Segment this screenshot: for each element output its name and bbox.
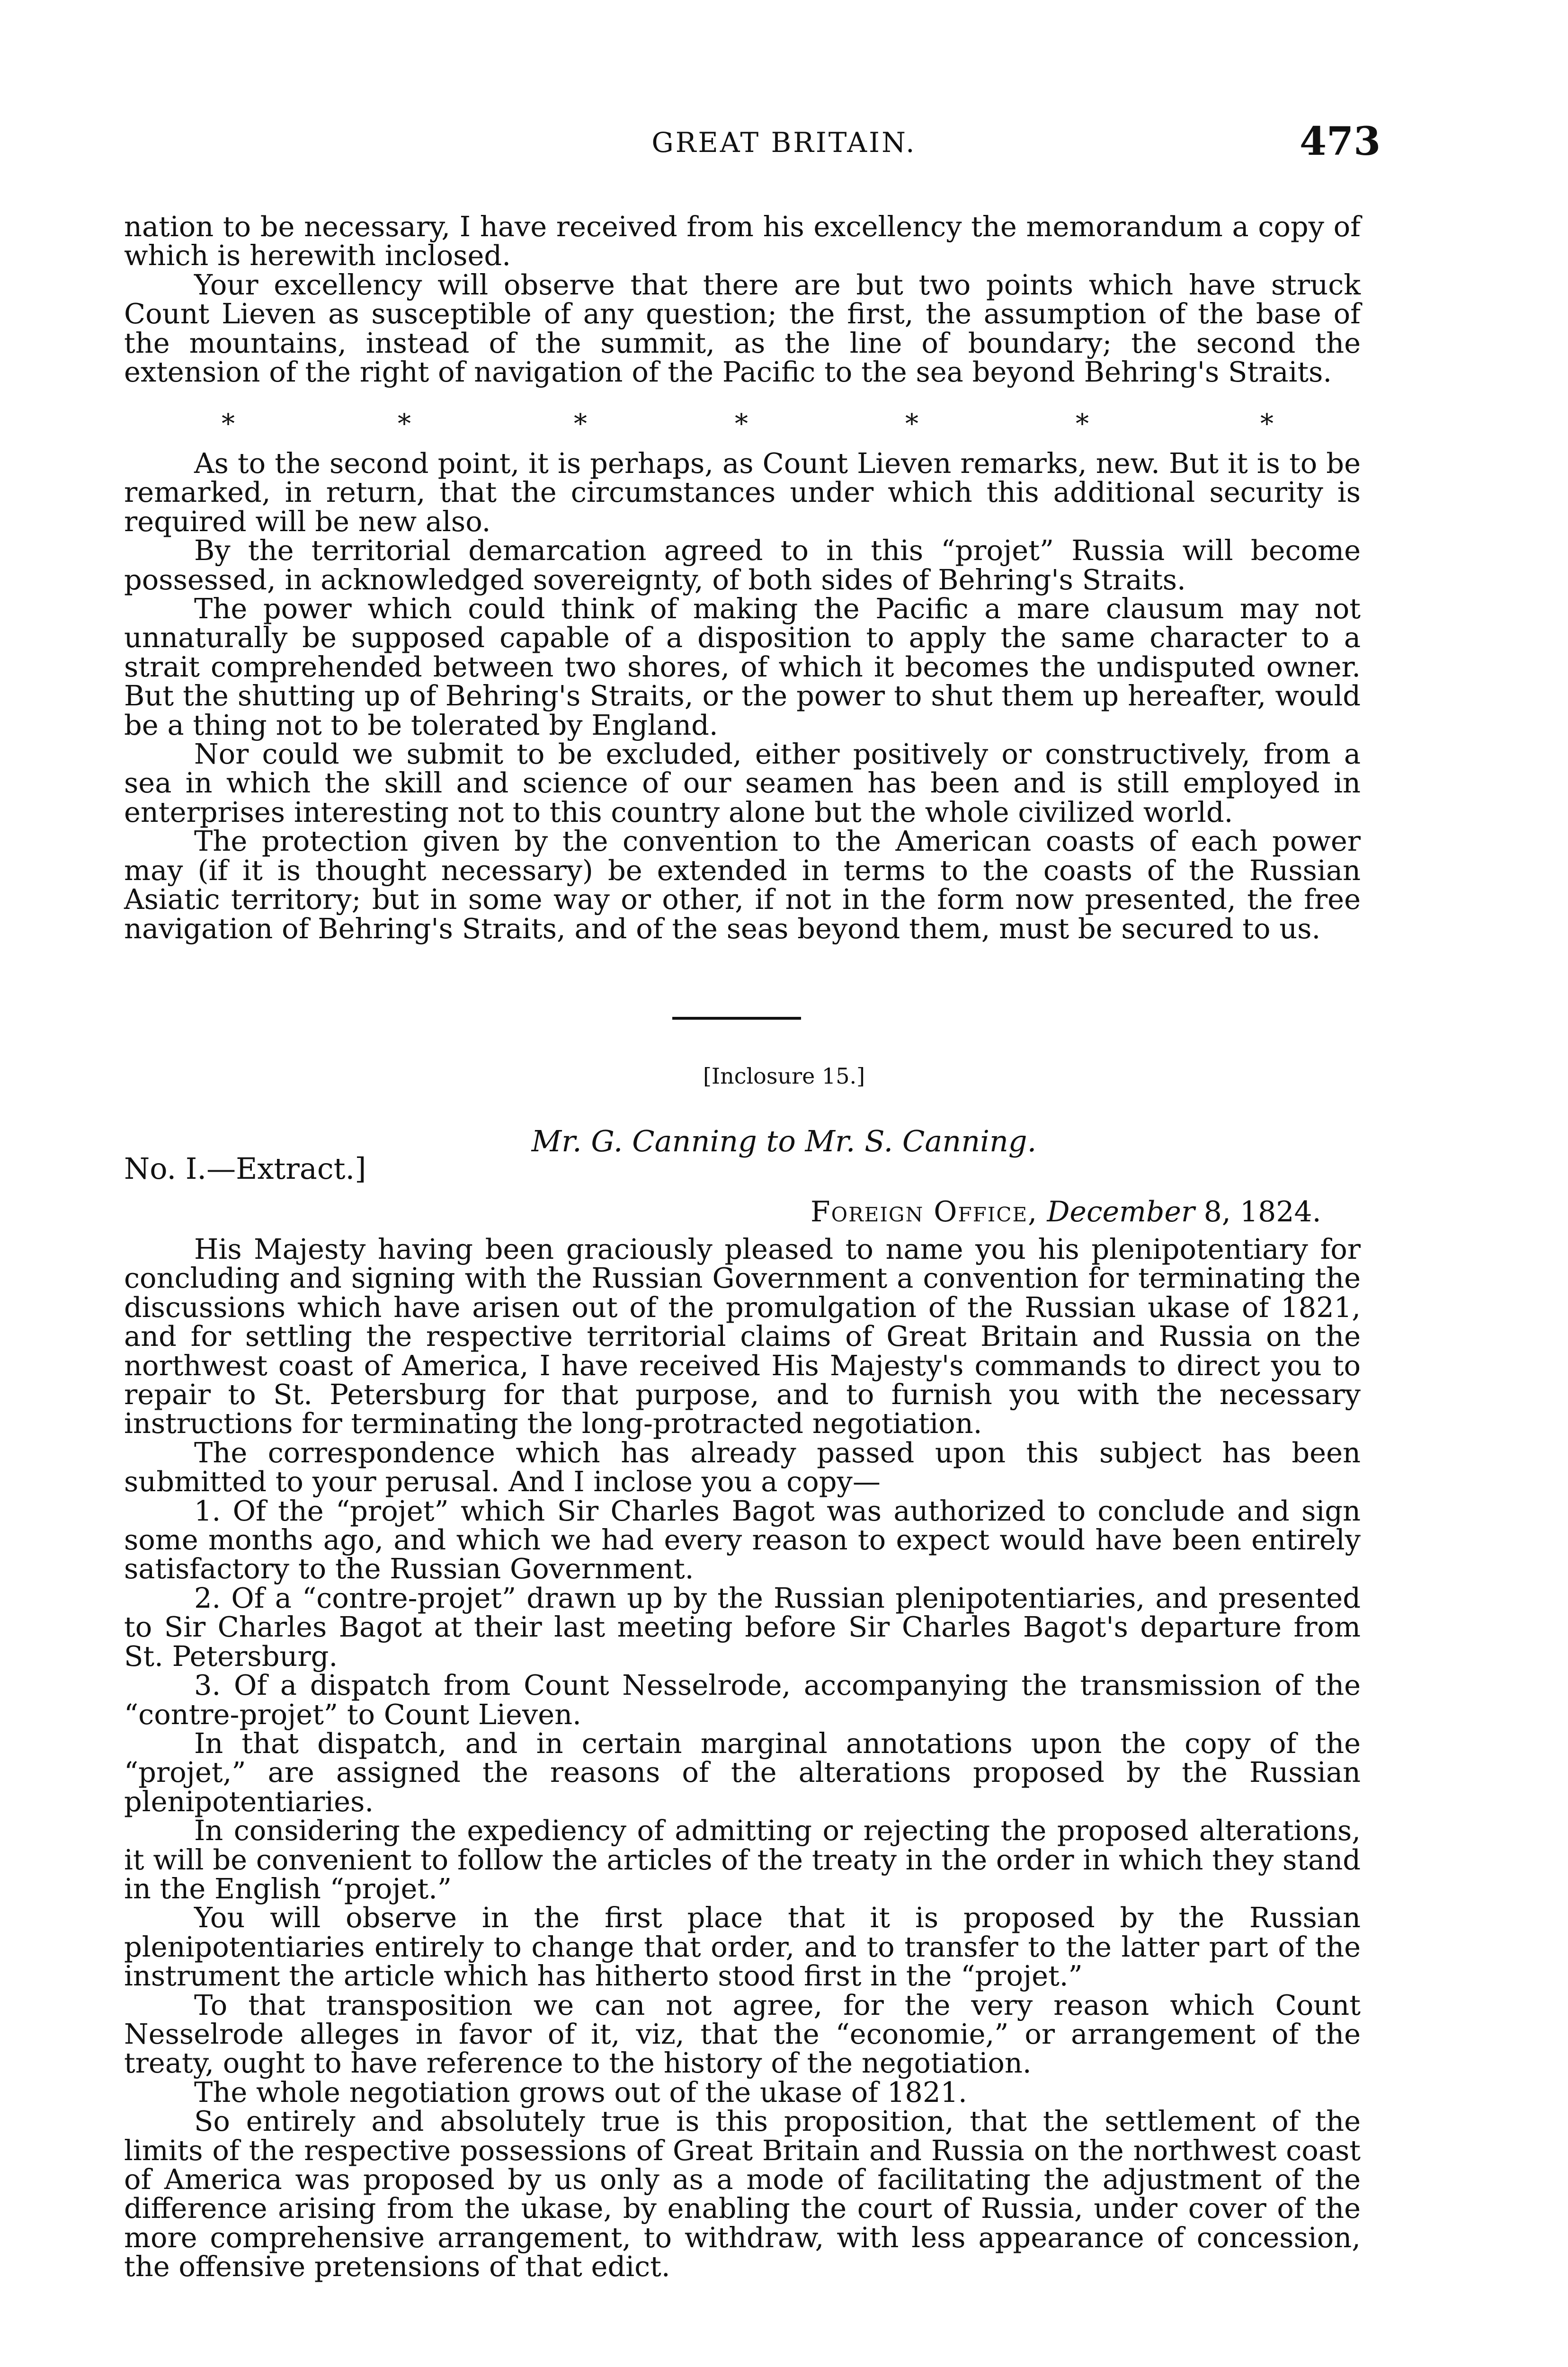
paragraph: Nor could we submit to be excluded, either positively or constructively, from a sea in which the skill and science of our seamen has been and is still employed in enterprises interesting not to this country alone but the whole civilized world. [124, 738, 1361, 828]
paragraph: In considering the expediency of admitting or rejecting the proposed alterations, it will be convenient to follow the articles of the treaty in the order in which they stand in the English “projet.” [124, 1814, 1361, 1905]
paragraph: The protection given by the convention to the American coasts of each power may (if it is thought necessary) be extended in terms to the coasts of the Russian Asiatic territory; but in some way or other, if not in the form now presented, the free navigation of Behring's Straits, and of the seas beyond them, must be secured to us. [124, 825, 1361, 945]
paragraph: 3. Of a dispatch from Count Nesselrode, accompanying the transmission of the “contre-projet” to Count Lieven. [124, 1669, 1361, 1731]
letter-body [124, 1235, 1361, 2281]
paragraph: In that dispatch, and in certain marginal annotations upon the copy of the “projet,” are assigned the reasons of the alterations proposed by the Russian plenipotentiaries. [124, 1726, 1361, 1818]
top-section-block-1 [124, 210, 1361, 389]
omission-star: * [398, 409, 411, 439]
dateline-date: December [1047, 1195, 1195, 1228]
paragraph: To that transposition we can not agree, for the very reason which Count Nesselrode alleges in favor of it, viz, that the “economie,” or arrangement of the treaty, ought to have reference to the history of the negotiation. [124, 1988, 1361, 2080]
paragraph: The correspondence which has already passed upon this subject has been submitted to your perusal. And I inclose you a copy— [124, 1436, 1361, 1498]
document-caption: No. I.—Extract.] [124, 1151, 366, 1186]
paragraph: 1. Of the “projet” which Sir Charles Bagot was authorized to conclude and sign some months ago, and which we had every reason to expect would have been entirely satisfactory to the Russian Government. [124, 1494, 1361, 1585]
letter-heading: Mr. G. Canning to Mr. S. Canning. [531, 1124, 1037, 1158]
inclosure-label: [Inclosure 15.] [703, 1063, 865, 1089]
top-section-block-2 [124, 449, 1361, 943]
omission-star: * [574, 409, 587, 439]
omission-stars [124, 411, 1361, 439]
omission-star: * [735, 409, 748, 439]
page-number: 473 [1300, 119, 1381, 164]
paragraph: You will observe in the first place that it is proposed by the Russian plenipotentiaries entirely to change that order, and to transfer to the latter part of the instrument the article which has hitherto stood first in the “projet.” [124, 1901, 1361, 1993]
dateline-rest: 8, 1824. [1194, 1195, 1321, 1228]
omission-star: * [222, 409, 235, 439]
section-divider [672, 1017, 801, 1020]
paragraph: His Majesty having been graciously pleased to name you his plenipotentiary for concluding and signing with the Russian Government a convention for terminating the discussions which have arisen out of the promulgation of the Russian ukase of 1821, and for settling the respective territorial claims of Great Britain and Russia on the northwest coast of America, I have received His Majesty's commands to direct you to repair to St. Petersburg for that purpose, and to furnish you with the necessary instructions for terminating the long-protracted negotiation. [124, 1233, 1361, 1440]
omission-star: * [1260, 409, 1274, 439]
paragraph: So entirely and absolutely true is this proposition, that the settlement of the limits of the respective possessions of Great Britain and Russia on the northwest coast of America was proposed by us only as a mode of facilitating the adjustment of the difference arising from the ukase, by enabling the court of Russia, under cover of the more comprehensive arrangement, to withdraw, with less appearance of concession, the offensive pretensions of that edict. [124, 2105, 1361, 2283]
paragraph: Your excellency will observe that there are but two points which have struck Count Lieven as susceptible of any question; the first, the assumption of the base of the mountains, instead of the summit, as the line of boundary; the second the extension of the right of navigation of the Pacific to the sea beyond Behring's Straits. [124, 268, 1361, 389]
omission-star: * [1076, 409, 1089, 439]
dateline [811, 1195, 1321, 1228]
running-title: GREAT BRITAIN. [651, 126, 917, 159]
omission-star: * [905, 409, 918, 439]
dateline-place: Foreign Office, [811, 1195, 1038, 1228]
paragraph: As to the second point, it is perhaps, as Count Lieven remarks, new. But it is to be remarked, in return, that the circumstances under which this additional security is required will be new also. [124, 447, 1361, 538]
paragraph: The power which could think of making the Pacific a mare clausum may not unnaturally be supposed capable of a disposition to apply the same character to a strait comprehended between two shores, of which it becomes the undisputed owner. But the shutting up of Behring's Straits, or the power to shut them up hereafter, would be a thing not to be tolerated by England. [124, 592, 1361, 741]
paragraph: 2. Of a “contre-projet” drawn up by the Russian plenipotentiaries, and presented to Sir Charles Bagot at their last meeting before Sir Charles Bagot's departure from St. Petersburg. [124, 1581, 1361, 1673]
paragraph: The whole negotiation grows out of the ukase of 1821. [194, 2075, 967, 2109]
paragraph: nation to be necessary, I have received from his excellency the memorandum a copy of which is herewith inclosed. [124, 210, 1361, 272]
paragraph: By the territorial demarcation agreed to in this “projet” Russia will become possessed, in acknowledged sovereignty, of both sides of Behring's Straits. [124, 534, 1361, 596]
